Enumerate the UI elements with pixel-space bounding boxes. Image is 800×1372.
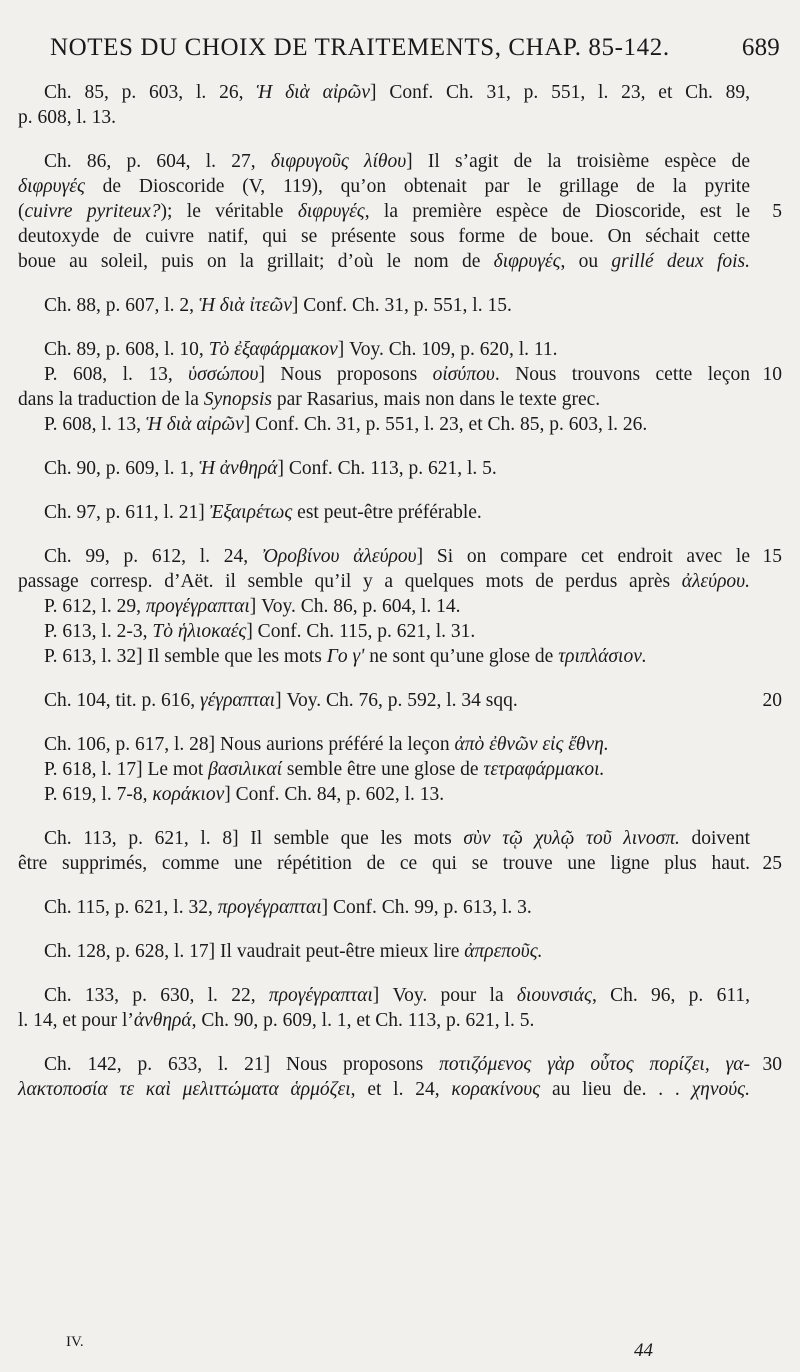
text-line xyxy=(18,851,782,876)
italic-text: διφρυγές xyxy=(493,251,561,272)
text-line xyxy=(18,544,782,569)
italic-text: ὑσσώπου xyxy=(188,364,259,385)
roman-text: Ch. 89, p. 608, l. 10, xyxy=(44,339,209,360)
paragraph-gap xyxy=(18,481,750,500)
italic-text: Ἐξαιρέτως xyxy=(209,502,293,523)
text-line xyxy=(18,80,750,105)
roman-text: dans la traduction de la xyxy=(18,389,204,410)
text-line xyxy=(18,249,750,274)
italic-text: cuivre pyriteux? xyxy=(24,201,161,222)
running-title: NOTES DU CHOIX DE TRAITEMENTS, CHAP. 85-142. xyxy=(50,34,670,61)
roman-text: ] Voy. Ch. 76, p. 592, l. 34 sqq. xyxy=(275,690,518,711)
text-line xyxy=(18,387,750,412)
text-line xyxy=(18,149,750,174)
roman-text: être supprimés, comme une répétition de ce qui se trouve une ligne plus haut. xyxy=(18,853,750,874)
roman-text: ] Il s’agit de la troisième espèce de xyxy=(406,151,750,172)
notes-body xyxy=(18,80,782,1102)
text-line xyxy=(18,199,782,224)
roman-text: P. 613, l. 32] Il semble que les mots xyxy=(44,646,327,667)
roman-text: Ch. 133, p. 630, l. 22, xyxy=(44,985,269,1006)
roman-text: ] Voy. Ch. 86, p. 604, l. 14. xyxy=(249,596,461,617)
paragraph-gap xyxy=(18,130,750,149)
italic-text: διφρυγές xyxy=(18,176,85,197)
line-number: 10 xyxy=(762,364,782,385)
italic-text: γέγραπται xyxy=(200,690,276,711)
text-line xyxy=(18,174,750,199)
italic-text: ἀλεύρου. xyxy=(681,571,750,592)
italic-text: χηνούς. xyxy=(691,1079,750,1100)
paragraph-gap xyxy=(18,525,750,544)
roman-text: deutoxyde de cuivre natif, qui se présente sous forme de boue. On séchait cette xyxy=(18,226,750,247)
signature-mark: IV. xyxy=(66,1334,84,1350)
roman-text: ] Conf. Ch. 113, p. 621, l. 5. xyxy=(277,458,497,479)
roman-text: Ch. 128, p. 628, l. 17] Il vaudrait peut-être mieux lire xyxy=(44,941,465,962)
roman-text: doivent xyxy=(679,828,750,849)
line-number: 20 xyxy=(762,690,782,711)
text-line xyxy=(18,782,750,807)
text-line xyxy=(18,939,750,964)
paragraph-gap xyxy=(18,669,750,688)
text-line xyxy=(18,337,750,362)
roman-text: l. 14, et pour l’ xyxy=(18,1010,134,1031)
roman-text: P. 613, l. 2-3, xyxy=(44,621,153,642)
roman-text: Ch. 104, tit. p. 616, xyxy=(44,690,201,711)
text-line xyxy=(18,826,750,851)
italic-text: οἰσύπου xyxy=(432,364,495,385)
roman-text: Ch. 86, p. 604, l. 27, xyxy=(44,151,271,172)
text-line xyxy=(18,1077,750,1102)
roman-text: ] Conf. Ch. 31, p. 551, l. 15. xyxy=(291,295,512,316)
text-line xyxy=(18,224,750,249)
text-line xyxy=(18,569,750,594)
roman-text: Ch. 115, p. 621, l. 32, xyxy=(44,897,218,918)
italic-text: διουνσιάς xyxy=(516,985,592,1006)
sheet-number: 44 xyxy=(634,1340,653,1361)
roman-text: , la première espèce de Dioscoride, est le xyxy=(364,201,751,222)
roman-text: ] Conf. Ch. 99, p. 613, l. 3. xyxy=(321,897,532,918)
roman-text: ] Si on compare cet endroit avec le xyxy=(416,546,750,567)
text-line xyxy=(18,983,750,1008)
text-line xyxy=(18,105,750,130)
italic-text: διφρυγοῦς λίθου xyxy=(270,151,407,172)
text-line xyxy=(18,688,782,713)
roman-text: P. 608, l. 13, xyxy=(44,364,189,385)
roman-text: ne sont qu’une glose de xyxy=(364,646,559,667)
roman-text: Ch. 88, p. 607, l. 2, xyxy=(44,295,199,316)
page-number: 689 xyxy=(741,34,780,61)
roman-text: ] Conf. Ch. 31, p. 551, l. 23, et Ch. 89, xyxy=(370,82,751,103)
text-line xyxy=(18,732,750,757)
roman-text: , et l. 24, xyxy=(350,1079,452,1100)
italic-text: ποτιζόμενος γὰρ οὗτος πορίζει, γα- xyxy=(439,1054,751,1075)
text-line xyxy=(18,412,750,437)
paragraph-gap xyxy=(18,318,750,337)
text-line xyxy=(18,594,750,619)
paragraph-gap xyxy=(18,964,750,983)
roman-text: P. 618, l. 17] Le mot xyxy=(44,759,209,780)
italic-text: Τὸ ἡλιοκαές xyxy=(152,621,247,642)
italic-text: προγέγραπται xyxy=(268,985,373,1006)
text-line xyxy=(18,619,750,644)
italic-text: Ἡ ἀνθηρά xyxy=(198,458,278,479)
italic-text: κορακίνους xyxy=(451,1079,541,1100)
roman-text: par Rasarius, mais non dans le texte grec. xyxy=(271,389,601,410)
italic-text: ἀπρεποῦς. xyxy=(464,941,543,962)
roman-text: Ch. 85, p. 603, l. 26, xyxy=(44,82,257,103)
roman-text: Ch. 97, p. 611, l. 21] xyxy=(44,502,210,523)
roman-text: P. 619, l. 7-8, xyxy=(44,784,153,805)
roman-text: ); le véritable xyxy=(160,201,298,222)
text-line xyxy=(18,757,750,782)
roman-text: au lieu de. . . xyxy=(540,1079,692,1100)
roman-text: de Dioscoride (V, 119), qu’on obtenait par le grillage de la pyrite xyxy=(84,176,750,197)
roman-text: p. 608, l. 13. xyxy=(18,107,117,128)
italic-text: προγέγραπται xyxy=(145,596,250,617)
line-number: 30 xyxy=(762,1054,782,1075)
italic-text: Τὸ ἐξαφάρμακον xyxy=(208,339,338,360)
roman-text: P. 612, l. 29, xyxy=(44,596,146,617)
paragraph-gap xyxy=(18,713,750,732)
text-line xyxy=(18,456,750,481)
roman-text: boue au soleil, puis on la grillait; d’où le nom de xyxy=(18,251,494,272)
paragraph-gap xyxy=(18,437,750,456)
running-header xyxy=(50,34,780,62)
italic-text: ἀνθηρά xyxy=(133,1010,192,1031)
italic-text: προγέγραπται xyxy=(217,897,322,918)
italic-text: λακτοποσία τε καὶ μελιττώματα ἁρμόζει xyxy=(18,1079,351,1100)
roman-text: semble être une glose de xyxy=(281,759,484,780)
roman-text: , Ch. 96, p. 611, xyxy=(591,985,750,1006)
italic-text: βασιλικαί xyxy=(208,759,282,780)
paragraph-gap xyxy=(18,920,750,939)
italic-text: διφρυγές xyxy=(297,201,365,222)
italic-text: κοράκιον xyxy=(152,784,225,805)
roman-text: ] Voy. pour la xyxy=(372,985,517,1006)
roman-text: Ch. 99, p. 612, l. 24, xyxy=(44,546,262,567)
roman-text: ] Nous proposons xyxy=(258,364,433,385)
roman-text: Ch. 90, p. 609, l. 1, xyxy=(44,458,199,479)
roman-text: . Nous trouvons cette leçon xyxy=(494,364,750,385)
italic-text: Ὀροβίνου ἀλεύρου xyxy=(261,546,417,567)
italic-text: grillé deux fois. xyxy=(611,251,751,272)
roman-text: , Ch. 90, p. 609, l. 1, et Ch. 113, p. 621, l. 5. xyxy=(191,1010,535,1031)
roman-text: , ou xyxy=(560,251,612,272)
italic-text: Ἡ διὰ αἰρῶν xyxy=(256,82,371,103)
italic-text: σὺν τῷ χυλῷ τοῦ λινοσπ. xyxy=(463,828,680,849)
roman-text: ] Conf. Ch. 84, p. 602, l. 13. xyxy=(224,784,445,805)
italic-text: Synopsis xyxy=(203,389,272,410)
roman-text: Ch. 113, p. 621, l. 8] Il semble que les mots xyxy=(44,828,464,849)
line-number: 5 xyxy=(772,201,782,222)
text-line xyxy=(18,293,750,318)
italic-text: τριπλάσιον. xyxy=(558,646,647,667)
roman-text: ] Conf. Ch. 31, p. 551, l. 23, et Ch. 85, p. 603, l. 26. xyxy=(243,414,648,435)
roman-text: ( xyxy=(18,201,25,222)
roman-text: ] Conf. Ch. 115, p. 621, l. 31. xyxy=(246,621,476,642)
line-number: 25 xyxy=(762,853,782,874)
text-line xyxy=(18,644,750,669)
paragraph-gap xyxy=(18,274,750,293)
roman-text: passage corresp. d’Aët. il semble qu’il y a quelques mots de perdus après xyxy=(18,571,682,592)
italic-text: ἀπὸ ἐθνῶν εἰς ἔθνη. xyxy=(454,734,609,755)
roman-text: Ch. 106, p. 617, l. 28] Nous aurions préféré la leçon xyxy=(44,734,455,755)
italic-text: τετραφάρμακοι. xyxy=(483,759,605,780)
italic-text: Ἡ διὰ αἰρῶν xyxy=(145,414,244,435)
roman-text: Ch. 142, p. 633, l. 21] Nous proposons xyxy=(44,1054,440,1075)
paragraph-gap xyxy=(18,807,750,826)
text-line xyxy=(18,500,750,525)
italic-text: Ἡ διὰ ἰτεῶν xyxy=(198,295,292,316)
text-line xyxy=(18,895,750,920)
roman-text: P. 608, l. 13, xyxy=(44,414,146,435)
paragraph-gap xyxy=(18,876,750,895)
line-number: 15 xyxy=(762,546,782,567)
roman-text: ] Voy. Ch. 109, p. 620, l. 11. xyxy=(337,339,558,360)
text-line xyxy=(18,1052,782,1077)
roman-text: est peut-être préférable. xyxy=(292,502,482,523)
text-line xyxy=(18,362,782,387)
italic-text: Γο γʹ xyxy=(326,646,365,667)
text-line xyxy=(18,1008,750,1033)
paragraph-gap xyxy=(18,1033,750,1052)
